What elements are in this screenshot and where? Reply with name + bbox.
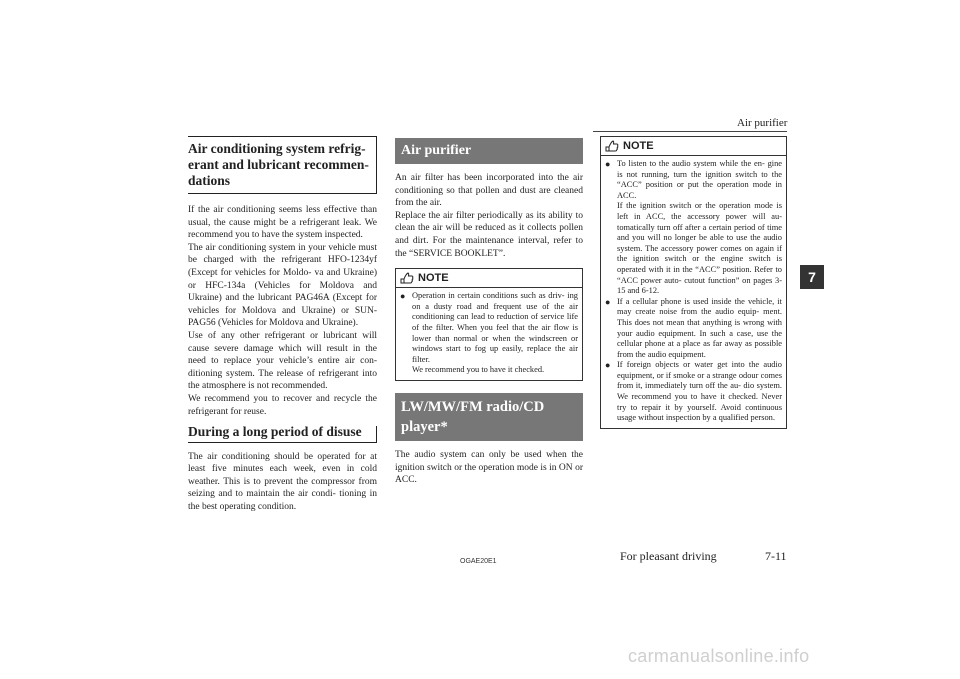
column-right <box>600 136 787 437</box>
para-refrigerant-3: Use of any other refrigerant or lubricant will cause severe damage which will result in the need to replace your vehicle’s entire air con- ditioning system. The release of refrigerant into the atmosphere is not recommended. <box>188 330 377 392</box>
note-hand-icon <box>400 272 414 284</box>
note-text-acc: To listen to the audio system while the en- gine is not running, turn the ignition switch to the “ACC” position or put the operation mode in ACC. <box>617 159 782 200</box>
para-refrigerant-1: If the air conditioning seems less effective than usual, the cause might be a refrigerant leak. We recommend you to have the system inspected. <box>188 205 377 241</box>
bullet-dot-icon: ● <box>400 291 406 302</box>
note-body <box>396 288 582 380</box>
note-text-foreign-objects: If foreign objects or water get into the audio equipment, or if smoke or a strange odour comes from it, immediately turn off the au- dio system. We recommend you to have it checked. Never try to repair it by yourself. Avoid continuous usage without inspection by a qualified person. <box>617 360 782 423</box>
note-label: NOTE <box>623 139 654 152</box>
note-text-cellular: If a cellular phone is used inside the vehicle, it may create noise from the audio equip- ment. This does not mean that anything is wrong with your audio equipment. In such a case, use the cellular phone at a place as far away as possible from the audio equipment. <box>617 296 782 359</box>
bullet-dot-icon: ● <box>605 296 611 307</box>
note-box-audio <box>600 136 787 429</box>
note-label: NOTE <box>418 271 449 284</box>
note-header <box>396 269 582 288</box>
para-disuse: The air conditioning should be operated for at least five minutes each week, even in cold weather. This is to prevent the compressor from seizing and to maintain the air condi- tioning in the best operating condition. <box>188 451 377 513</box>
para-refrigerant-2: The air conditioning system in your vehicle must be charged with the refrigerant HFO-1234yf (Except for vehicles for Moldo- va and Ukraine) or HFC-134a (Vehicles for Moldova and Ukraine) and the lubricant PAG46A (Except for vehicles for Moldova and Ukraine) or SUN-PAG56 (Vehicles for Moldova and Ukraine). <box>188 242 377 329</box>
note-text-check: We recommend you to have it checked. <box>412 365 545 375</box>
heading-refrigerant: Air conditioning system refrig- erant and lubricant recommen- dations <box>188 141 369 188</box>
chapter-tab: 7 <box>800 265 824 289</box>
para-refrigerant-4: We recommend you to recover and recycle the refrigerant for reuse. <box>188 393 377 417</box>
note-text-acc-auto-off: If the ignition switch or the operation mode is left in ACC, the accessory power will au- tomatically turn off after a certain period of time and you will no longer be able to use the audio system. The accessory power comes on again if the ignition switch or the engine switch is operated with it in the “ACC” position. Refer to “ACC power auto- cutout function” on pages 3-15 and 6-12. <box>617 201 782 296</box>
column-left <box>188 136 377 514</box>
note-bullet <box>400 291 578 376</box>
bullet-dot-icon: ● <box>605 159 611 169</box>
para-purifier-2: Replace the air filter periodically as its ability to clean the air will be reduced as it collects pollen and dirt. For the maintenance interval, refer to the “SERVICE BOOKLET”. <box>395 210 583 259</box>
para-purifier-1: An air filter has been incorporated into the air conditioning so that pollen and dust are cleaned from the air. <box>395 173 583 209</box>
note-hand-icon <box>605 140 619 152</box>
section-band-radio: LW/MW/FM radio/CD player* <box>395 393 583 441</box>
note-header <box>601 137 786 156</box>
footer-code: OGAE20E1 <box>460 558 497 565</box>
footer-section: For pleasant driving <box>620 549 717 563</box>
heading-disuse: During a long period of disuse <box>188 426 377 443</box>
note-bullet <box>605 360 782 424</box>
para-radio: The audio system can only be used when the ignition switch or the operation mode is in ON or ACC. <box>395 449 583 486</box>
section-band-air-purifier: Air purifier <box>395 138 583 164</box>
note-body <box>601 156 786 428</box>
note-bullet <box>605 159 782 297</box>
running-header: Air purifier <box>737 117 788 129</box>
page-number: 7-11 <box>765 549 787 563</box>
heading-refrigerant-box <box>188 136 377 194</box>
watermark: carmanualsonline.info <box>628 646 810 666</box>
note-bullet <box>605 297 782 361</box>
header-rule <box>593 131 787 132</box>
bullet-dot-icon: ● <box>605 360 611 371</box>
note-text-filter: Operation in certain conditions such as driv- ing on a dusty road and frequent use of the air conditioning can lead to reduction of service life of the filter. When you feel that the air flow is lower than normal or when the windscreen or windows start to fog up easily, replace the air filter. <box>412 291 578 364</box>
note-box-filter <box>395 268 583 381</box>
column-middle <box>395 136 583 487</box>
